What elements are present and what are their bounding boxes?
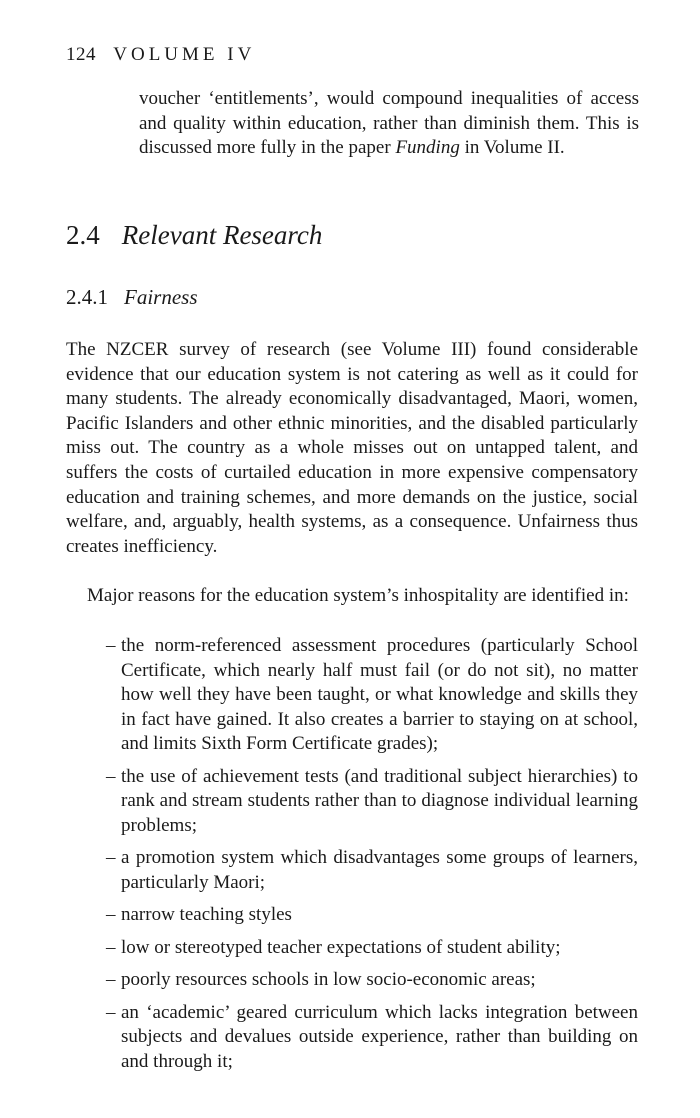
- list-item: [104, 903, 638, 928]
- list-item-text: an ‘academic’ geared curriculum which lacks integration between subjects and devalues outside experience, rather than building on and through it;: [121, 1001, 638, 1072]
- section-heading: [66, 220, 322, 251]
- continuation-text-end: in Volume II.: [459, 137, 565, 158]
- list-dash: –: [106, 936, 116, 958]
- list-dash: –: [106, 904, 116, 925]
- reasons-list: [104, 634, 638, 1082]
- subsection-heading: [66, 285, 198, 310]
- funding-title: Funding: [395, 137, 460, 158]
- list-dash: –: [106, 847, 116, 868]
- list-item: [104, 968, 638, 993]
- volume-label: VOLUME IV: [113, 44, 256, 65]
- continuation-text: voucher ‘entitlements’, would compound inequalities of access and quality within education, rather than diminish them. This is discussed more fully in the paper: [139, 88, 639, 158]
- list-item: [104, 1001, 638, 1075]
- subsection-title: Fairness: [124, 285, 198, 309]
- section-title: Relevant Research: [121, 220, 323, 250]
- list-dash: –: [106, 765, 116, 787]
- list-dash: –: [106, 635, 116, 656]
- subsection-number: 2.4.1: [66, 285, 108, 309]
- list-dash: –: [106, 969, 116, 990]
- list-item: [104, 936, 638, 961]
- list-dash: –: [106, 1001, 116, 1023]
- section-number: 2.4: [66, 220, 100, 250]
- list-item-text: low or stereotyped teacher expectations of student ability;: [121, 936, 561, 958]
- list-item: [104, 846, 638, 895]
- running-head: [66, 44, 255, 66]
- list-item-text: poorly resources schools in low socio-economic areas;: [121, 969, 536, 990]
- list-item-text: narrow teaching styles: [121, 904, 292, 925]
- list-item: [104, 634, 638, 757]
- list-item-text: the norm-referenced assessment procedures (particularly School Certificate, which nearly half must fail (or do not sit), no matter how well they have been taught, or what knowledge and skills they in fact have gained. It also creates a barrier to staying on at school, and limits Sixth Form Certificate grades);: [121, 635, 638, 754]
- list-item: [104, 765, 638, 839]
- continuation-paragraph: [139, 87, 639, 161]
- body-paragraph-survey: The NZCER survey of research (see Volume III) found considerable evidence that our education system is not catering as well as it could for many students. The already economically disadvantaged, Maori, women, Pacific Islanders and other ethnic minorities, and the disabled particularly miss out. The country as a whole misses out on untapped talent, and suffers the costs of curtailed education in more expensive compensatory education and training schemes, and more demands on the justice, social welfare, and, arguably, health systems, as a consequence. Unfairness thus creates inefficiency.: [66, 339, 638, 557]
- page-number: 124: [66, 44, 96, 65]
- list-item-text: a promotion system which disadvantages some groups of learners, particularly Maori;: [121, 847, 638, 893]
- body-paragraph-reasons-intro: Major reasons for the education system’s inhospitality are identified in:: [87, 585, 629, 606]
- list-item-text: the use of achievement tests (and traditional subject hierarchies) to rank and stream students rather than to diagnose individual learning problems;: [121, 765, 638, 836]
